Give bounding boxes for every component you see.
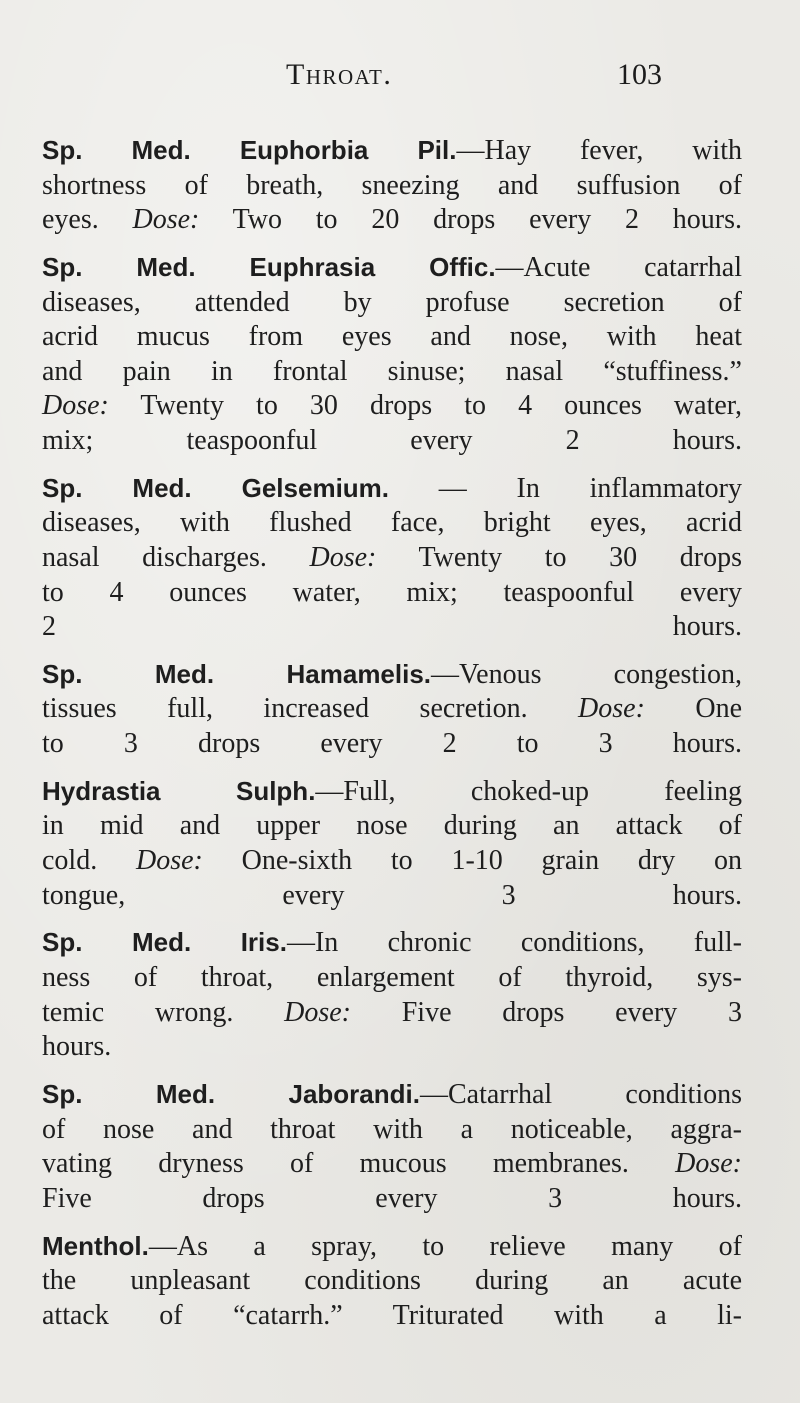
entry-line — [42, 657, 742, 693]
entry-hamamelis — [42, 657, 742, 762]
dose-label: Dose: — [42, 390, 109, 422]
entry-line: tongue, every 3 hours. — [42, 879, 742, 911]
entry-text: —Hay fever, with — [456, 135, 742, 166]
entry-line: attack of “catarrh.” Triturated with a li- — [42, 1299, 742, 1331]
entry-line: the unpleasant conditions during an acute — [42, 1265, 742, 1297]
entry-line — [42, 925, 742, 961]
entry-text: tissues full, increased secretion. — [42, 693, 579, 725]
entry-text: Twenty to 30 drops to 4 ounces water, — [108, 390, 742, 422]
entry-text: —In chronic conditions, full- — [286, 927, 743, 959]
entry-line: 2 hours. — [42, 611, 742, 643]
entry-text: Twenty to 30 drops — [376, 541, 742, 573]
entry-line — [42, 471, 742, 507]
dose-label: Dose: — [132, 204, 200, 236]
entry-line — [42, 996, 742, 1031]
entry-text: —Catarrhal conditions — [419, 1078, 743, 1110]
entry-text: temic wrong. — [42, 996, 285, 1028]
entry-text: Two to 20 drops every 2 hours. — [199, 204, 742, 236]
dose-label: Dose: — [284, 996, 352, 1028]
entry-heading: Sp. Med. Euphorbia Pil. — [42, 135, 457, 165]
entry-line: to 3 drops every 2 to 3 hours. — [42, 728, 742, 760]
entry-line: diseases, with flushed face, bright eyes, acrid — [42, 507, 742, 539]
entry-line — [42, 541, 742, 576]
entry-line: in mid and upper nose during an attack of — [42, 810, 742, 842]
entry-line: mix; teaspoonful every 2 hours. — [42, 424, 742, 456]
entry-text: — In inflammatory — [389, 472, 742, 504]
entry-line: Five drops every 3 hours. — [42, 1182, 742, 1214]
entry-heading: Sp. Med. Iris. — [42, 927, 287, 958]
entry-line: acrid mucus from eyes and nose, with heat — [42, 321, 742, 353]
entry-heading: Sp. Med. Hamamelis. — [42, 658, 432, 689]
running-head-title: Throat. — [286, 58, 393, 91]
entry-line: diseases, attended by profuse secretion of — [42, 286, 742, 318]
entry-text: —Venous congestion, — [431, 658, 742, 690]
entry-line — [42, 774, 742, 810]
running-head — [0, 58, 800, 98]
entry-line — [42, 203, 742, 238]
entry-text: cold. — [42, 845, 136, 877]
entry-line — [42, 1147, 742, 1182]
dose-label: Dose: — [309, 541, 377, 573]
entry-line: ness of throat, enlargement of thyroid, sys- — [42, 962, 742, 993]
entry-line: to 4 ounces water, mix; teaspoonful every — [42, 576, 742, 608]
entry-heading: Sp. Med. Jaborandi. — [42, 1078, 420, 1109]
entry-text: Five drops every 3 — [351, 996, 742, 1028]
entry-text: vating dryness of mucous membranes. — [42, 1148, 676, 1180]
entry-heading: Sp. Med. Euphrasia Offic. — [42, 251, 496, 282]
entry-line: of nose and throat with a noticeable, aggra- — [42, 1113, 742, 1145]
entry-gelsemium — [42, 471, 742, 645]
dose-label: Dose: — [578, 693, 645, 725]
dose-label: Dose: — [675, 1148, 742, 1180]
entry-heading: Sp. Med. Gelsemium. — [42, 472, 390, 503]
entry-text: —As a spray, to relieve many of — [148, 1230, 742, 1262]
entry-line — [42, 133, 742, 169]
entry-line: shortness of breath, sneezing and suffusion of — [42, 169, 742, 201]
body-text — [42, 133, 742, 1346]
entry-line — [42, 1077, 742, 1113]
entry-euphrasia — [42, 250, 742, 459]
entry-text: One — [644, 693, 742, 725]
entry-line: and pain in frontal sinuse; nasal “stuffiness.” — [42, 355, 742, 387]
entry-iris — [42, 925, 742, 1064]
entry-text: nasal discharges. — [42, 541, 310, 573]
dose-label: Dose: — [136, 845, 203, 877]
entry-text: —Full, choked-up feeling — [315, 775, 742, 807]
entry-line — [42, 692, 742, 727]
entry-menthol — [42, 1229, 742, 1334]
entry-line — [42, 1229, 742, 1265]
entry-text: One-sixth to 1-10 grain dry on — [202, 845, 742, 877]
entry-heading: Hydrastia Sulph. — [42, 775, 316, 806]
entry-line — [42, 250, 742, 286]
entry-line: hours. — [42, 1031, 112, 1063]
entry-hydrastia — [42, 774, 742, 913]
entry-text: —Acute catarrhal — [495, 251, 742, 283]
entry-line — [42, 389, 742, 424]
page-number: 103 — [617, 58, 662, 91]
entry-jaborandi — [42, 1077, 742, 1216]
entry-line — [42, 844, 742, 879]
entry-heading: Menthol. — [42, 1230, 149, 1261]
entry-text: eyes. — [42, 204, 133, 236]
entry-euphorbia — [42, 133, 742, 238]
